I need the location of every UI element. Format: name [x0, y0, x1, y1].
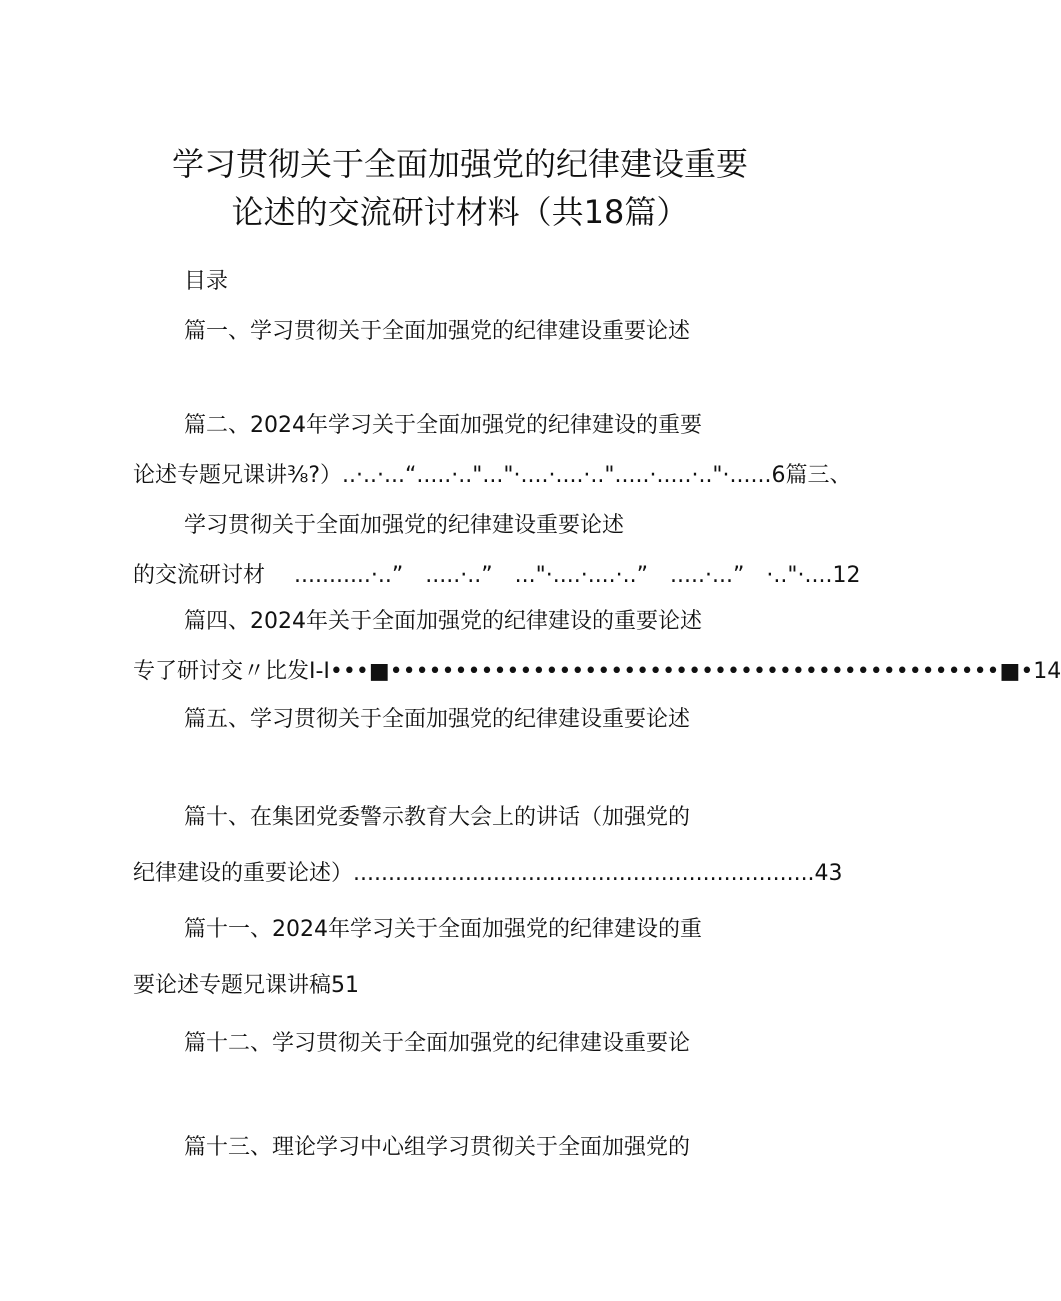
toc-entry: 篇四、2024年关于全面加强党的纪律建设的重要论述 — [184, 609, 702, 634]
document-title-line-1: 学习贯彻关于全面加强党的纪律建设重要 — [171, 145, 748, 183]
toc-entry-continuation: 要论述专题兄课讲稿51 — [133, 973, 359, 998]
toc-entry: 篇二、2024年学习关于全面加强党的纪律建设的重要 — [184, 413, 702, 438]
toc-entry: 学习贯彻关于全面加强党的纪律建设重要论述 — [184, 513, 625, 538]
toc-entry-continuation: 论述专题兄课讲⅜?）..·..·...“.....·.."..."·....·....·..".....·.....·.."·......6篇三、 — [133, 463, 852, 488]
toc-entry: 篇十一、2024年学习关于全面加强党的纪律建设的重 — [184, 917, 702, 942]
toc-entry: 篇十、在集团党委警示教育大会上的讲话（加强党的 — [184, 805, 691, 830]
toc-entry-continuation: 的交流研讨材 ...........·..” .....·..” ..."·....·....·..” .....·...” ·.."·....12 — [133, 563, 861, 588]
toc-heading: 目录 — [184, 269, 229, 294]
toc-entry: 篇五、学习贯彻关于全面加强党的纪律建设重要论述 — [184, 707, 691, 732]
toc-entry: 篇一、学习贯彻关于全面加强党的纪律建设重要论述 — [184, 319, 691, 344]
toc-entry: 篇十三、理论学习中心组学习贯彻关于全面加强党的 — [184, 1135, 691, 1160]
toc-entry-continuation: 纪律建设的重要论述）..................................................................43 — [133, 861, 843, 886]
toc-entry-continuation: 专了研讨交〃比发I-I•••■•••••••••••••••••••••••••••••••••••••••••••••••■•14 — [133, 659, 1061, 684]
document-title-line-2: 论述的交流研讨材料（共18篇） — [231, 193, 689, 231]
toc-entry: 篇十二、学习贯彻关于全面加强党的纪律建设重要论 — [184, 1031, 691, 1056]
